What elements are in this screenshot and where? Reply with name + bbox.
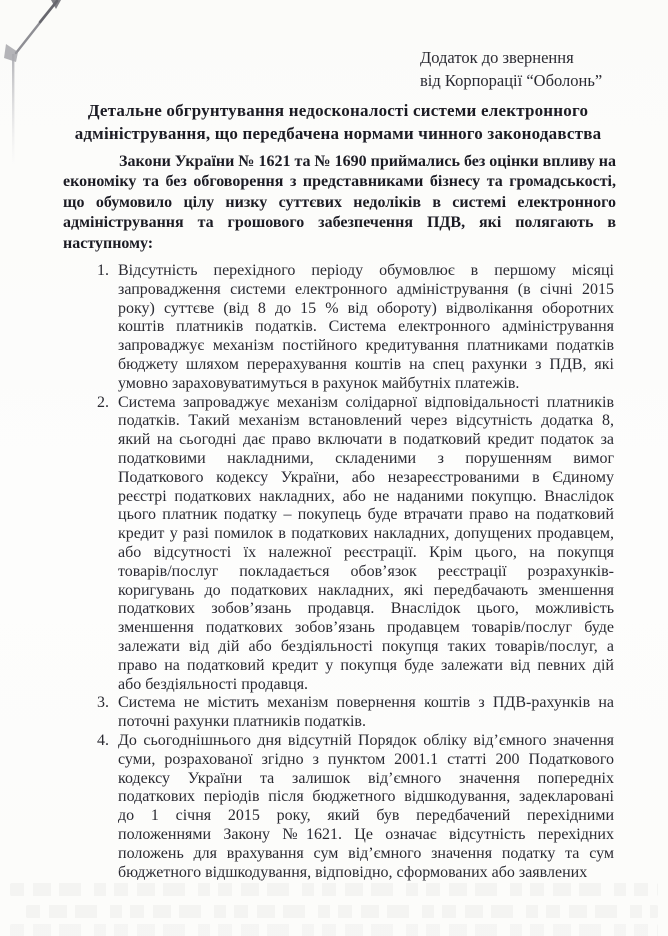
text-line: Система не містить механізм повернення коштів з ПДВ-рахунків на (118, 694, 614, 712)
list-item-number: 1. (97, 262, 109, 279)
text-line: до 1 січня 2015 року, який був передбачений перехідними (118, 807, 614, 825)
text-line: або відсутності їх належної реєстрації. Крім цього, на покупця (118, 543, 614, 561)
text-line: поточні рахунки платників податків. (118, 713, 366, 731)
text-line: або бездіяльності продавця. (118, 675, 309, 693)
text-line: запровадження системи електронного адміністрування (в січні 2015 (118, 280, 614, 298)
text-line: який на сьогодні дає право включати в податковий кредит податок за (118, 431, 614, 449)
text-line: податковими накладними, складеними з порушенням вимог (118, 449, 614, 467)
list-item-number: 3. (97, 694, 109, 712)
text-line: Система запроваджує механізм солідарної відповідальності платників (118, 393, 614, 411)
text-line: Закони України № 1621 та № 1690 приймались без оцінки впливу на (119, 153, 616, 170)
text-line: Податкового кодексу України, або незареєстрованими в Єдиному (118, 468, 614, 486)
text-line: положень для врахування сум від’ємного значення податку та сум (118, 844, 614, 862)
text-line: право на податковий кредит у покупця буде залежати від певних дій (118, 656, 614, 674)
text-line: До сьогоднішнього дня відсутній Порядок обліку від’ємного значення (118, 731, 614, 749)
text-line: залежати від дій або бездіяльності покупця таких товарів/послуг, а (118, 637, 614, 655)
intro-paragraph (63, 152, 616, 254)
annex-header-line1: Додаток до звернення (420, 48, 574, 67)
text-line: Відсутність перехідного періоду обумовлює в першому місяці (118, 262, 614, 279)
text-line: суми, розрахованої згідно з пунктом 2001.1 статті 200 Податкового (118, 750, 614, 768)
text-line: реєстрі податкових накладних, або не наданими покупцю. Внаслідок (118, 487, 614, 505)
list-item-number: 2. (97, 393, 109, 411)
text-line: економіку та без обговорення з представниками бізнесу та громадськості, (63, 173, 616, 191)
text-line: умовно зараховуватимуться в рахунок майбутніх платежів. (118, 374, 520, 392)
list-item (97, 694, 614, 732)
text-line: товарів/послуг покладається обов’язок реєстрації розрахунків- (118, 562, 614, 580)
text-line: кодексу України та залишок від’ємного значення попередніх (118, 769, 614, 787)
text-line: наступному: (63, 234, 154, 252)
list-item-text (118, 262, 614, 394)
text-line: бюджету шляхом перерахування коштів на спец рахунки з ПДВ, які (118, 355, 614, 373)
text-line: податків. Такий механізм встановлений через відсутність додатка 8, (118, 412, 614, 430)
text-line: податкових зобов’язань продавця. Внаслідок цього, можливість (118, 600, 614, 618)
document-title-line1: Детальне обгрунтування недосконалості системи електронного (87, 101, 589, 120)
scan-bleed-artifact (26, 905, 658, 918)
scan-bleed-artifact (10, 883, 658, 896)
text-line: цього платник податку – покупець буде втрачати право на податковий (118, 506, 614, 524)
list-item-text (118, 694, 614, 732)
text-line: положеннями Закону №1621. Це означає відсутність перехідних (118, 825, 614, 843)
text-line: зменшення податкових зобов’язань продавцем товарів/послуг буде (118, 619, 614, 637)
list-item-text (118, 732, 614, 882)
text-line: що обумовило цілу низку суттєвих недоліків в системі електронного (63, 193, 616, 211)
document-title (60, 99, 616, 145)
text-line: коштів платників податків. Система електронного адміністрування (118, 318, 614, 336)
list-item (97, 394, 614, 695)
annex-header (420, 47, 602, 92)
list-item (97, 262, 614, 394)
text-line: кредит у разі помилок в податкових накладних, допущених продавцем, (118, 525, 614, 543)
document-title-line2: адміністрування, що передбачена нормами чинного законодавства (74, 124, 602, 143)
text-line: адміністрування та грошового забезпечення ПДВ, які полягають в (63, 214, 616, 232)
list-item (97, 732, 614, 882)
numbered-list (97, 262, 614, 882)
text-line: року) суттєве (від 8 до 15 % від обороту) відволікання оборотних (118, 299, 614, 317)
list-item-number: 4. (97, 731, 109, 749)
text-line: податкових періодів після бюджетного відшкодування, задекларовані (118, 788, 614, 806)
text-line: коригувань до податкових накладних, які передбачають зменшення (118, 581, 614, 599)
text-line: запроваджує механізм постійного кредитування платниками податків (118, 337, 614, 355)
scan-bleed-artifact (10, 924, 658, 936)
text-line: бюджетного відшкодування, відповідно, сформованих або заявлених (118, 863, 588, 881)
annex-header-line2: від Корпорації “Оболонь” (420, 70, 603, 90)
list-item-text (118, 394, 614, 695)
